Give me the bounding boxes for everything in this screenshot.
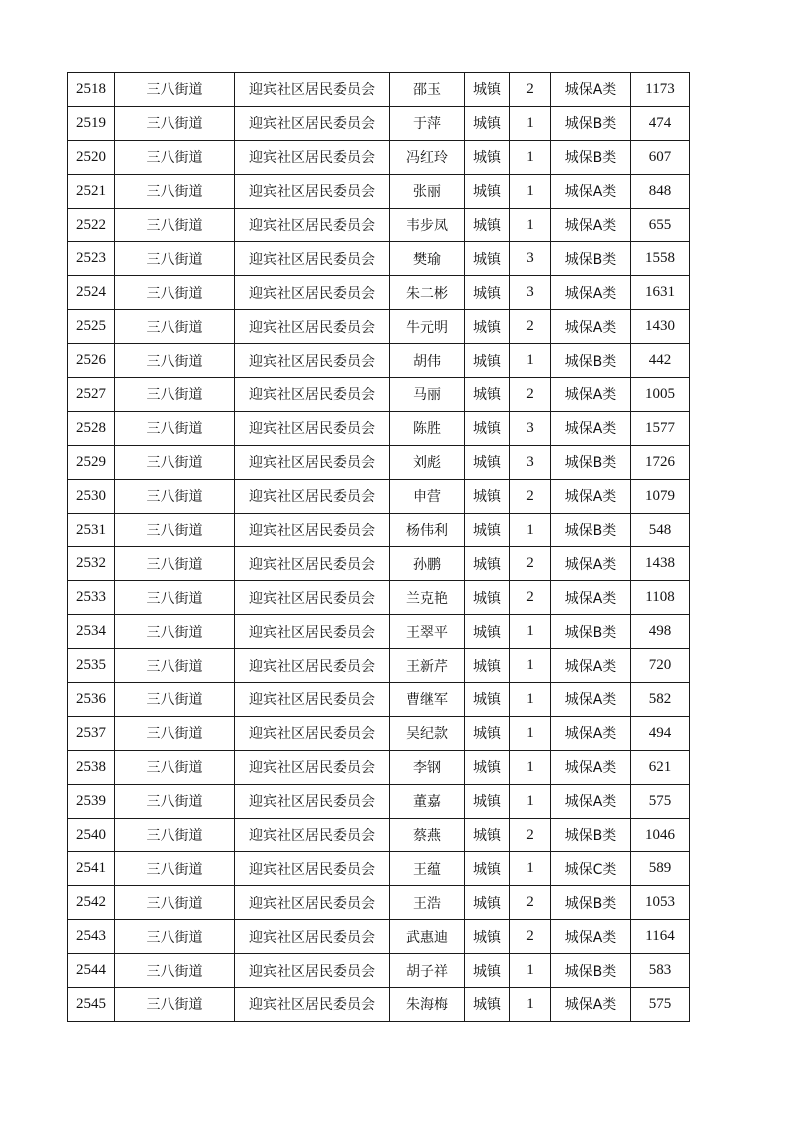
cell-name: 朱二彬	[390, 276, 465, 310]
cell-community: 迎宾社区居民委员会	[235, 106, 390, 140]
cell-insurance-category: 城保B类	[551, 818, 631, 852]
cell-row-number: 2538	[68, 750, 115, 784]
cell-row-number: 2522	[68, 208, 115, 242]
cell-member-count: 1	[510, 344, 551, 378]
cell-amount: 1005	[631, 378, 690, 412]
cell-community: 迎宾社区居民委员会	[235, 716, 390, 750]
cell-community: 迎宾社区居民委员会	[235, 683, 390, 717]
cell-community: 迎宾社区居民委员会	[235, 988, 390, 1022]
cell-household-type: 城镇	[465, 378, 510, 412]
cell-insurance-category: 城保A类	[551, 750, 631, 784]
cell-household-type: 城镇	[465, 581, 510, 615]
cell-name: 于萍	[390, 106, 465, 140]
cell-community: 迎宾社区居民委员会	[235, 547, 390, 581]
table-row	[68, 445, 690, 479]
records-table	[67, 72, 690, 1022]
cell-insurance-category: 城保B类	[551, 513, 631, 547]
cell-household-type: 城镇	[465, 242, 510, 276]
cell-household-type: 城镇	[465, 276, 510, 310]
cell-member-count: 1	[510, 852, 551, 886]
cell-name: 王浩	[390, 886, 465, 920]
cell-household-type: 城镇	[465, 73, 510, 107]
cell-household-type: 城镇	[465, 140, 510, 174]
cell-community: 迎宾社区居民委员会	[235, 818, 390, 852]
cell-member-count: 1	[510, 140, 551, 174]
cell-insurance-category: 城保A类	[551, 581, 631, 615]
cell-name: 王蕴	[390, 852, 465, 886]
cell-row-number: 2544	[68, 954, 115, 988]
cell-amount: 474	[631, 106, 690, 140]
cell-member-count: 2	[510, 886, 551, 920]
cell-street: 三八街道	[115, 581, 235, 615]
table-row	[68, 852, 690, 886]
cell-amount: 655	[631, 208, 690, 242]
cell-amount: 494	[631, 716, 690, 750]
cell-name: 韦步凤	[390, 208, 465, 242]
cell-street: 三八街道	[115, 445, 235, 479]
cell-household-type: 城镇	[465, 174, 510, 208]
table-row	[68, 106, 690, 140]
cell-street: 三八街道	[115, 242, 235, 276]
cell-member-count: 3	[510, 445, 551, 479]
cell-insurance-category: 城保A类	[551, 276, 631, 310]
cell-street: 三八街道	[115, 411, 235, 445]
cell-community: 迎宾社区居民委员会	[235, 649, 390, 683]
table-row	[68, 818, 690, 852]
cell-name: 兰克艳	[390, 581, 465, 615]
table-row	[68, 310, 690, 344]
cell-row-number: 2530	[68, 479, 115, 513]
cell-row-number: 2535	[68, 649, 115, 683]
cell-household-type: 城镇	[465, 344, 510, 378]
cell-street: 三八街道	[115, 615, 235, 649]
cell-community: 迎宾社区居民委员会	[235, 615, 390, 649]
cell-member-count: 2	[510, 818, 551, 852]
cell-insurance-category: 城保A类	[551, 547, 631, 581]
cell-insurance-category: 城保A类	[551, 378, 631, 412]
cell-name: 刘彪	[390, 445, 465, 479]
cell-row-number: 2532	[68, 547, 115, 581]
cell-member-count: 1	[510, 615, 551, 649]
cell-household-type: 城镇	[465, 479, 510, 513]
cell-insurance-category: 城保B类	[551, 140, 631, 174]
cell-community: 迎宾社区居民委员会	[235, 852, 390, 886]
cell-row-number: 2529	[68, 445, 115, 479]
cell-member-count: 2	[510, 547, 551, 581]
cell-community: 迎宾社区居民委员会	[235, 479, 390, 513]
cell-street: 三八街道	[115, 852, 235, 886]
cell-insurance-category: 城保B类	[551, 242, 631, 276]
cell-amount: 582	[631, 683, 690, 717]
cell-insurance-category: 城保A类	[551, 784, 631, 818]
cell-insurance-category: 城保B类	[551, 344, 631, 378]
cell-row-number: 2523	[68, 242, 115, 276]
cell-name: 孙鹏	[390, 547, 465, 581]
table-body	[68, 73, 690, 1022]
cell-community: 迎宾社区居民委员会	[235, 954, 390, 988]
cell-name: 李钢	[390, 750, 465, 784]
cell-name: 胡伟	[390, 344, 465, 378]
cell-street: 三八街道	[115, 886, 235, 920]
cell-household-type: 城镇	[465, 886, 510, 920]
cell-row-number: 2536	[68, 683, 115, 717]
cell-name: 冯红玲	[390, 140, 465, 174]
cell-name: 曹继军	[390, 683, 465, 717]
cell-amount: 1430	[631, 310, 690, 344]
cell-member-count: 1	[510, 106, 551, 140]
cell-member-count: 2	[510, 581, 551, 615]
cell-community: 迎宾社区居民委员会	[235, 886, 390, 920]
cell-member-count: 1	[510, 954, 551, 988]
cell-insurance-category: 城保A类	[551, 73, 631, 107]
cell-street: 三八街道	[115, 73, 235, 107]
cell-community: 迎宾社区居民委员会	[235, 581, 390, 615]
cell-amount: 607	[631, 140, 690, 174]
cell-community: 迎宾社区居民委员会	[235, 276, 390, 310]
cell-household-type: 城镇	[465, 649, 510, 683]
cell-household-type: 城镇	[465, 310, 510, 344]
cell-street: 三八街道	[115, 649, 235, 683]
cell-street: 三八街道	[115, 310, 235, 344]
cell-member-count: 1	[510, 208, 551, 242]
cell-street: 三八街道	[115, 920, 235, 954]
cell-street: 三八街道	[115, 378, 235, 412]
cell-member-count: 2	[510, 920, 551, 954]
cell-community: 迎宾社区居民委员会	[235, 513, 390, 547]
cell-street: 三八街道	[115, 276, 235, 310]
cell-insurance-category: 城保A类	[551, 479, 631, 513]
cell-insurance-category: 城保A类	[551, 208, 631, 242]
cell-member-count: 2	[510, 310, 551, 344]
cell-amount: 548	[631, 513, 690, 547]
cell-household-type: 城镇	[465, 513, 510, 547]
cell-community: 迎宾社区居民委员会	[235, 445, 390, 479]
cell-name: 王翠平	[390, 615, 465, 649]
cell-household-type: 城镇	[465, 683, 510, 717]
cell-street: 三八街道	[115, 140, 235, 174]
table-row	[68, 547, 690, 581]
cell-insurance-category: 城保A类	[551, 988, 631, 1022]
cell-community: 迎宾社区居民委员会	[235, 208, 390, 242]
table-row	[68, 479, 690, 513]
cell-amount: 1438	[631, 547, 690, 581]
cell-row-number: 2524	[68, 276, 115, 310]
cell-name: 董嘉	[390, 784, 465, 818]
table-row	[68, 513, 690, 547]
cell-member-count: 3	[510, 276, 551, 310]
cell-amount: 442	[631, 344, 690, 378]
cell-household-type: 城镇	[465, 208, 510, 242]
cell-amount: 848	[631, 174, 690, 208]
cell-amount: 1079	[631, 479, 690, 513]
cell-household-type: 城镇	[465, 547, 510, 581]
cell-row-number: 2519	[68, 106, 115, 140]
cell-amount: 1726	[631, 445, 690, 479]
cell-row-number: 2542	[68, 886, 115, 920]
cell-member-count: 1	[510, 784, 551, 818]
cell-row-number: 2537	[68, 716, 115, 750]
cell-community: 迎宾社区居民委员会	[235, 344, 390, 378]
cell-street: 三八街道	[115, 344, 235, 378]
cell-street: 三八街道	[115, 716, 235, 750]
cell-insurance-category: 城保A类	[551, 920, 631, 954]
table-row	[68, 954, 690, 988]
table-row	[68, 140, 690, 174]
cell-amount: 589	[631, 852, 690, 886]
cell-street: 三八街道	[115, 479, 235, 513]
cell-name: 杨伟利	[390, 513, 465, 547]
cell-member-count: 1	[510, 174, 551, 208]
cell-member-count: 1	[510, 988, 551, 1022]
cell-community: 迎宾社区居民委员会	[235, 920, 390, 954]
table-row	[68, 716, 690, 750]
cell-row-number: 2518	[68, 73, 115, 107]
cell-amount: 575	[631, 988, 690, 1022]
cell-community: 迎宾社区居民委员会	[235, 784, 390, 818]
table-row	[68, 920, 690, 954]
cell-insurance-category: 城保A类	[551, 411, 631, 445]
table-row	[68, 73, 690, 107]
cell-name: 樊瑜	[390, 242, 465, 276]
cell-insurance-category: 城保B类	[551, 445, 631, 479]
cell-community: 迎宾社区居民委员会	[235, 140, 390, 174]
cell-insurance-category: 城保C类	[551, 852, 631, 886]
cell-street: 三八街道	[115, 106, 235, 140]
cell-household-type: 城镇	[465, 784, 510, 818]
table-row	[68, 886, 690, 920]
cell-name: 胡子祥	[390, 954, 465, 988]
cell-member-count: 1	[510, 683, 551, 717]
table-row	[68, 344, 690, 378]
cell-insurance-category: 城保A类	[551, 716, 631, 750]
table-row	[68, 242, 690, 276]
cell-street: 三八街道	[115, 547, 235, 581]
cell-household-type: 城镇	[465, 988, 510, 1022]
cell-member-count: 1	[510, 716, 551, 750]
table-row	[68, 378, 690, 412]
table-row	[68, 174, 690, 208]
cell-member-count: 3	[510, 411, 551, 445]
cell-row-number: 2531	[68, 513, 115, 547]
cell-amount: 1173	[631, 73, 690, 107]
cell-row-number: 2528	[68, 411, 115, 445]
cell-member-count: 1	[510, 649, 551, 683]
cell-amount: 621	[631, 750, 690, 784]
cell-street: 三八街道	[115, 208, 235, 242]
cell-street: 三八街道	[115, 954, 235, 988]
cell-insurance-category: 城保A类	[551, 683, 631, 717]
cell-amount: 1164	[631, 920, 690, 954]
cell-street: 三八街道	[115, 988, 235, 1022]
cell-household-type: 城镇	[465, 920, 510, 954]
cell-amount: 498	[631, 615, 690, 649]
cell-name: 张丽	[390, 174, 465, 208]
cell-amount: 1053	[631, 886, 690, 920]
cell-member-count: 3	[510, 242, 551, 276]
cell-amount: 575	[631, 784, 690, 818]
cell-amount: 1577	[631, 411, 690, 445]
cell-name: 武惠迪	[390, 920, 465, 954]
cell-name: 申营	[390, 479, 465, 513]
cell-street: 三八街道	[115, 750, 235, 784]
cell-row-number: 2520	[68, 140, 115, 174]
cell-amount: 583	[631, 954, 690, 988]
cell-row-number: 2521	[68, 174, 115, 208]
cell-name: 陈胜	[390, 411, 465, 445]
cell-row-number: 2525	[68, 310, 115, 344]
cell-household-type: 城镇	[465, 750, 510, 784]
cell-community: 迎宾社区居民委员会	[235, 411, 390, 445]
cell-row-number: 2533	[68, 581, 115, 615]
cell-insurance-category: 城保B类	[551, 106, 631, 140]
cell-insurance-category: 城保B类	[551, 615, 631, 649]
table-row	[68, 208, 690, 242]
cell-name: 邵玉	[390, 73, 465, 107]
cell-name: 牛元明	[390, 310, 465, 344]
cell-community: 迎宾社区居民委员会	[235, 242, 390, 276]
cell-household-type: 城镇	[465, 818, 510, 852]
cell-household-type: 城镇	[465, 445, 510, 479]
cell-member-count: 2	[510, 378, 551, 412]
cell-insurance-category: 城保B类	[551, 886, 631, 920]
cell-community: 迎宾社区居民委员会	[235, 750, 390, 784]
cell-row-number: 2540	[68, 818, 115, 852]
table-row	[68, 411, 690, 445]
cell-community: 迎宾社区居民委员会	[235, 73, 390, 107]
table-row	[68, 581, 690, 615]
table-row	[68, 784, 690, 818]
cell-street: 三八街道	[115, 683, 235, 717]
cell-member-count: 1	[510, 750, 551, 784]
cell-community: 迎宾社区居民委员会	[235, 378, 390, 412]
cell-row-number: 2543	[68, 920, 115, 954]
cell-name: 蔡燕	[390, 818, 465, 852]
table-row	[68, 649, 690, 683]
cell-household-type: 城镇	[465, 716, 510, 750]
cell-insurance-category: 城保A类	[551, 310, 631, 344]
cell-street: 三八街道	[115, 513, 235, 547]
table-row	[68, 276, 690, 310]
cell-name: 吴纪款	[390, 716, 465, 750]
cell-insurance-category: 城保A类	[551, 649, 631, 683]
cell-member-count: 1	[510, 513, 551, 547]
cell-amount: 1108	[631, 581, 690, 615]
cell-community: 迎宾社区居民委员会	[235, 174, 390, 208]
table-row	[68, 988, 690, 1022]
cell-street: 三八街道	[115, 174, 235, 208]
cell-amount: 720	[631, 649, 690, 683]
cell-insurance-category: 城保A类	[551, 174, 631, 208]
cell-street: 三八街道	[115, 784, 235, 818]
cell-street: 三八街道	[115, 818, 235, 852]
cell-amount: 1558	[631, 242, 690, 276]
cell-member-count: 2	[510, 73, 551, 107]
cell-name: 王新芹	[390, 649, 465, 683]
cell-amount: 1046	[631, 818, 690, 852]
cell-row-number: 2534	[68, 615, 115, 649]
cell-household-type: 城镇	[465, 954, 510, 988]
cell-row-number: 2527	[68, 378, 115, 412]
table-row	[68, 615, 690, 649]
cell-row-number: 2526	[68, 344, 115, 378]
cell-amount: 1631	[631, 276, 690, 310]
cell-household-type: 城镇	[465, 106, 510, 140]
cell-row-number: 2539	[68, 784, 115, 818]
cell-name: 朱海梅	[390, 988, 465, 1022]
cell-insurance-category: 城保B类	[551, 954, 631, 988]
cell-name: 马丽	[390, 378, 465, 412]
cell-household-type: 城镇	[465, 615, 510, 649]
cell-household-type: 城镇	[465, 411, 510, 445]
cell-household-type: 城镇	[465, 852, 510, 886]
table-row	[68, 750, 690, 784]
table-row	[68, 683, 690, 717]
cell-member-count: 2	[510, 479, 551, 513]
cell-row-number: 2545	[68, 988, 115, 1022]
cell-row-number: 2541	[68, 852, 115, 886]
cell-community: 迎宾社区居民委员会	[235, 310, 390, 344]
